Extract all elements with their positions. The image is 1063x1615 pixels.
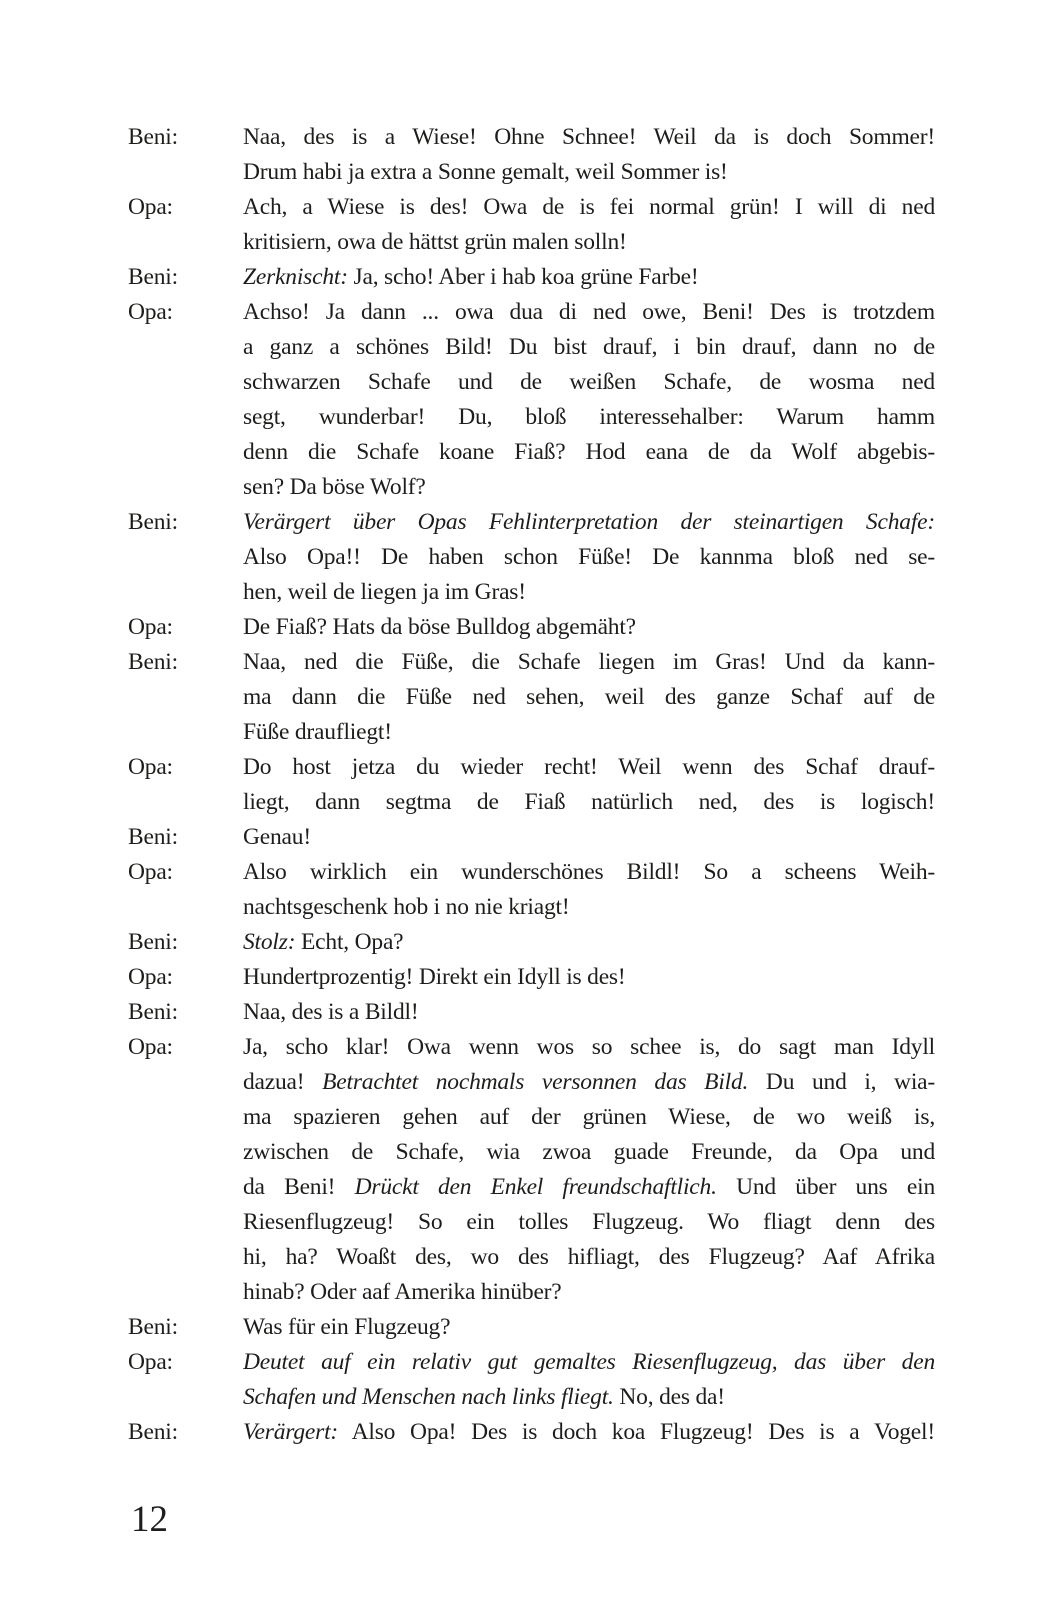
speaker-label: Opa: — [128, 299, 173, 325]
dialogue-line — [243, 715, 935, 750]
speech-text: ma dann die Füße ned sehen, weil des ganze Schaf auf de — [243, 684, 935, 710]
speech-text: Was für ein Flugzeug? — [243, 1314, 451, 1340]
dialogue-line — [243, 1135, 935, 1170]
speech-block — [243, 750, 935, 820]
dialogue-line — [243, 155, 935, 190]
speech-block — [243, 120, 935, 190]
dialogue-entry — [128, 1030, 935, 1310]
dialogue-line — [243, 855, 935, 890]
stage-direction: Betrachtet nochmals versonnen das Bild. — [322, 1069, 749, 1095]
speech-text: Hundertprozentig! Direkt ein Idyll is des! — [243, 964, 626, 990]
speech-text: Naa, des is a Wiese! Ohne Schnee! Weil da is doch Sommer! — [243, 124, 935, 150]
dialogue-line — [243, 1380, 935, 1415]
speaker-label: Beni: — [128, 1314, 178, 1340]
dialogue-line — [243, 470, 935, 505]
speech-text: Ja, scho! Aber i hab koa grüne Farbe! — [347, 264, 699, 290]
speech-text: Naa, ned die Füße, die Schafe liegen im Gras! Und da kann- — [243, 649, 935, 675]
speaker-label: Opa: — [128, 859, 173, 885]
dialogue-entry — [128, 190, 935, 260]
dialogue-entry — [128, 505, 935, 610]
dialogue-line — [243, 1065, 935, 1100]
dialogue-line — [243, 1415, 935, 1450]
speech-text: segt, wunderbar! Du, bloß interessehalber: Warum hamm — [243, 404, 935, 430]
speech-text: hi, ha? Woaßt des, wo des hifliagt, des Flugzeug? Aaf Afrika — [243, 1244, 935, 1270]
dialogue-line — [243, 1310, 935, 1345]
dialogue-line — [243, 610, 935, 645]
speech-text: zwischen de Schafe, wia zwoa guade Freunde, da Opa und — [243, 1139, 935, 1165]
speech-block — [243, 1345, 935, 1415]
speech-block — [243, 505, 935, 610]
dialogue-line — [243, 225, 935, 260]
speech-text: a ganz a schönes Bild! Du bist drauf, i bin drauf, dann no de — [243, 334, 935, 360]
speech-block — [243, 960, 935, 995]
speaker-label: Beni: — [128, 509, 178, 535]
speech-text: Füße draufliegt! — [243, 719, 392, 745]
dialogue-line — [243, 960, 935, 995]
speech-text: nachtsgeschenk hob i no nie kriagt! — [243, 894, 570, 920]
speaker-label: Opa: — [128, 1349, 173, 1375]
stage-direction: Stolz: — [243, 929, 296, 955]
speaker-label: Beni: — [128, 649, 178, 675]
speech-block — [243, 820, 935, 855]
speaker-label: Opa: — [128, 194, 173, 220]
speaker-label: Beni: — [128, 929, 178, 955]
speaker-label: Beni: — [128, 1419, 178, 1445]
dialogue-line — [243, 575, 935, 610]
dialogue-entry — [128, 750, 935, 820]
dialogue-line — [243, 120, 935, 155]
stage-direction: Zerknischt: — [243, 264, 348, 290]
speaker-label: Opa: — [128, 964, 173, 990]
speech-text: liegt, dann segtma de Fiaß natürlich ned, des is logisch! — [243, 789, 935, 815]
speech-text: Du und i, wia- — [748, 1069, 935, 1095]
dialogue-line — [243, 1240, 935, 1275]
speech-block — [243, 1310, 935, 1345]
dialogue-entry — [128, 645, 935, 750]
dialogue-line — [243, 820, 935, 855]
stage-direction: Verärgert: — [243, 1419, 339, 1445]
speaker-label: Beni: — [128, 824, 178, 850]
speech-text: Achso! Ja dann ... owa dua di ned owe, Beni! Des is trotzdem — [243, 299, 935, 325]
dialogue — [128, 120, 935, 1450]
dialogue-entry — [128, 925, 935, 960]
dialogue-entry — [128, 1345, 935, 1415]
speech-block — [243, 260, 935, 295]
speech-text: sen? Da böse Wolf? — [243, 474, 426, 500]
speech-text: Do host jetza du wieder recht! Weil wenn des Schaf drauf- — [243, 754, 935, 780]
stage-direction: Drückt den Enkel freundschaftlich. — [354, 1174, 717, 1200]
stage-direction: Schafen und Menschen nach links fliegt. — [243, 1384, 614, 1410]
stage-direction: Deutet auf ein relativ gut gemaltes Riesenflugzeug, das über den — [243, 1349, 935, 1375]
dialogue-line — [243, 750, 935, 785]
speech-text: Echt, Opa? — [295, 929, 404, 955]
speech-text: Also wirklich ein wunderschönes Bildl! So a scheens Weih- — [243, 859, 935, 885]
speech-text: Und über uns ein — [716, 1174, 935, 1200]
dialogue-line — [243, 365, 935, 400]
speech-text: Ja, scho klar! Owa wenn wos so schee is, do sagt man Idyll — [243, 1034, 935, 1060]
speech-text: Ach, a Wiese is des! Owa de is fei normal grün! I will di ned — [243, 194, 935, 220]
speech-block — [243, 1030, 935, 1310]
dialogue-line — [243, 295, 935, 330]
dialogue-line — [243, 435, 935, 470]
speaker-label: Beni: — [128, 264, 178, 290]
speech-text: Also Opa! Des is doch koa Flugzeug! Des is a Vogel! — [338, 1419, 935, 1445]
speech-text: ma spazieren gehen auf der grünen Wiese, de wo weiß is, — [243, 1104, 935, 1130]
speaker-label: Opa: — [128, 1034, 173, 1060]
dialogue-entry — [128, 610, 935, 645]
stage-direction: Verärgert über Opas Fehlinterpretation der steinartigen Schafe: — [243, 509, 935, 535]
dialogue-line — [243, 645, 935, 680]
dialogue-line — [243, 190, 935, 225]
dialogue-entry — [128, 995, 935, 1030]
speaker-label: Beni: — [128, 124, 178, 150]
dialogue-entry — [128, 1415, 935, 1450]
dialogue-entry — [128, 855, 935, 925]
speech-text: da Beni! — [243, 1174, 355, 1200]
speaker-label: Beni: — [128, 999, 178, 1025]
speech-block — [243, 295, 935, 505]
speech-text: Drum habi ja extra a Sonne gemalt, weil Sommer is! — [243, 159, 728, 185]
dialogue-line — [243, 680, 935, 715]
speech-text: schwarzen Schafe und de weißen Schafe, de wosma ned — [243, 369, 935, 395]
dialogue-entry — [128, 1310, 935, 1345]
speech-text: Naa, des is a Bildl! — [243, 999, 419, 1025]
speaker-label: Opa: — [128, 614, 173, 640]
page-number: 12 — [131, 1499, 168, 1540]
dialogue-entry — [128, 960, 935, 995]
speech-text: hen, weil de liegen ja im Gras! — [243, 579, 526, 605]
dialogue-entry — [128, 295, 935, 505]
dialogue-entry — [128, 260, 935, 295]
dialogue-line — [243, 995, 935, 1030]
speech-block — [243, 610, 935, 645]
dialogue-line — [243, 505, 935, 540]
speech-text: De Fiaß? Hats da böse Bulldog abgemäht? — [243, 614, 636, 640]
dialogue-line — [243, 785, 935, 820]
speech-block — [243, 995, 935, 1030]
speech-text: denn die Schafe koane Fiaß? Hod eana de da Wolf abgebis- — [243, 439, 935, 465]
speech-block — [243, 645, 935, 750]
speech-text: dazua! — [243, 1069, 323, 1095]
dialogue-line — [243, 1030, 935, 1065]
speech-text: Riesenflugzeug! So ein tolles Flugzeug. Wo fliagt denn des — [243, 1209, 935, 1235]
dialogue-line — [243, 925, 935, 960]
dialogue-entry — [128, 820, 935, 855]
dialogue-line — [243, 1100, 935, 1135]
speech-text: kritisiern, owa de hättst grün malen solln! — [243, 229, 627, 255]
speech-text: Also Opa!! De haben schon Füße! De kannma bloß ned se- — [243, 544, 935, 570]
dialogue-line — [243, 260, 935, 295]
dialogue-line — [243, 330, 935, 365]
speaker-label: Opa: — [128, 754, 173, 780]
dialogue-entry — [128, 120, 935, 190]
dialogue-line — [243, 1275, 935, 1310]
speech-block — [243, 925, 935, 960]
dialogue-line — [243, 1170, 935, 1205]
dialogue-line — [243, 540, 935, 575]
dialogue-line — [243, 890, 935, 925]
speech-block — [243, 855, 935, 925]
speech-text: Genau! — [243, 824, 311, 850]
speech-block — [243, 1415, 935, 1450]
speech-block — [243, 190, 935, 260]
speech-text: hinab? Oder aaf Amerika hinüber? — [243, 1279, 562, 1305]
dialogue-line — [243, 1205, 935, 1240]
dialogue-line — [243, 400, 935, 435]
speech-text: No, des da! — [613, 1384, 725, 1410]
dialogue-line — [243, 1345, 935, 1380]
